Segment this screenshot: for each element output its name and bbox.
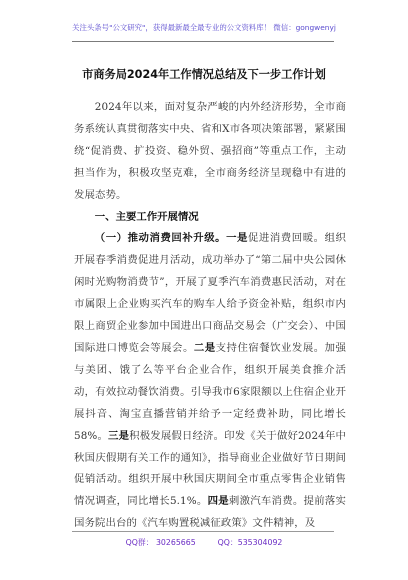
header-divider: [72, 41, 334, 42]
subsection-heading: （一）推动消费回补升级。: [94, 232, 227, 245]
section-heading: 一、主要工作开展情况: [94, 210, 199, 223]
point-label-2: 二是: [193, 341, 216, 354]
point-text-2: 支持住宿餐饮业发展。加强与美团、饿了么等平台企业合作，组织开展美食推介活动，有效拉动餐饮消费。引导我市6家限额以上住宿企业开展抖音、淘宝直播营销并给予一定经费补助，同比增长58%。: [74, 341, 346, 442]
point-text-1: 促进消费回暖。组织开展春季消费促进月活动，成功举办了“第二届中央公园休闲时光购物消费节”，开展了夏季汽车消费惠民活动，对在市属限上企业购买汽车的购车人给予资金补贴，组织市内限上商贸企业参加中国进出口商品交易会（广交会）、中国国际进口博览会等展会。: [74, 232, 347, 354]
header-note: 关注头条号"公文研究"，获得最新最全最专业的公文资料库！ 微信：gongwenyj: [72, 23, 336, 32]
intro-paragraph: 2024年以来，面对复杂严峻的内外经济形势，全市商务系统认真贯彻落实中央、省和X市各项决策部署，紧紧围绕“促消费、扩投资、稳外贸、强招商”等重点工作，主动担当作为，积极攻坚克难，全市商务经济呈现稳中有进的发展态势。: [74, 101, 346, 201]
document-body: [74, 97, 346, 535]
point-label-3: 三是: [108, 429, 130, 442]
footer-qq-group: QQ群： 30265665: [125, 538, 196, 547]
document-title: 市商务局2024年工作情况总结及下一步工作计划: [82, 68, 326, 81]
point-label-1: 一是: [226, 232, 248, 245]
footer-contact: [0, 537, 408, 548]
footer-divider: [72, 531, 334, 532]
body-paragraph: [74, 228, 346, 535]
point-label-4: 四是: [207, 495, 229, 508]
footer-qq: QQ：535304092: [217, 538, 283, 547]
point-text-3: 积极发展假日经济。印发《关于做好2024年中秋国庆假期有关工作的通知》，指导商业企业做好节日期间促销活动。组织开展中秋国庆期间全市重点零售企业销售情况调查，同比增长5.1%。: [74, 429, 347, 508]
point-text-4: 刺激汽车消费。提前落实国务院出台的《汽车购置税减征政策》文件精神，及: [74, 495, 347, 530]
